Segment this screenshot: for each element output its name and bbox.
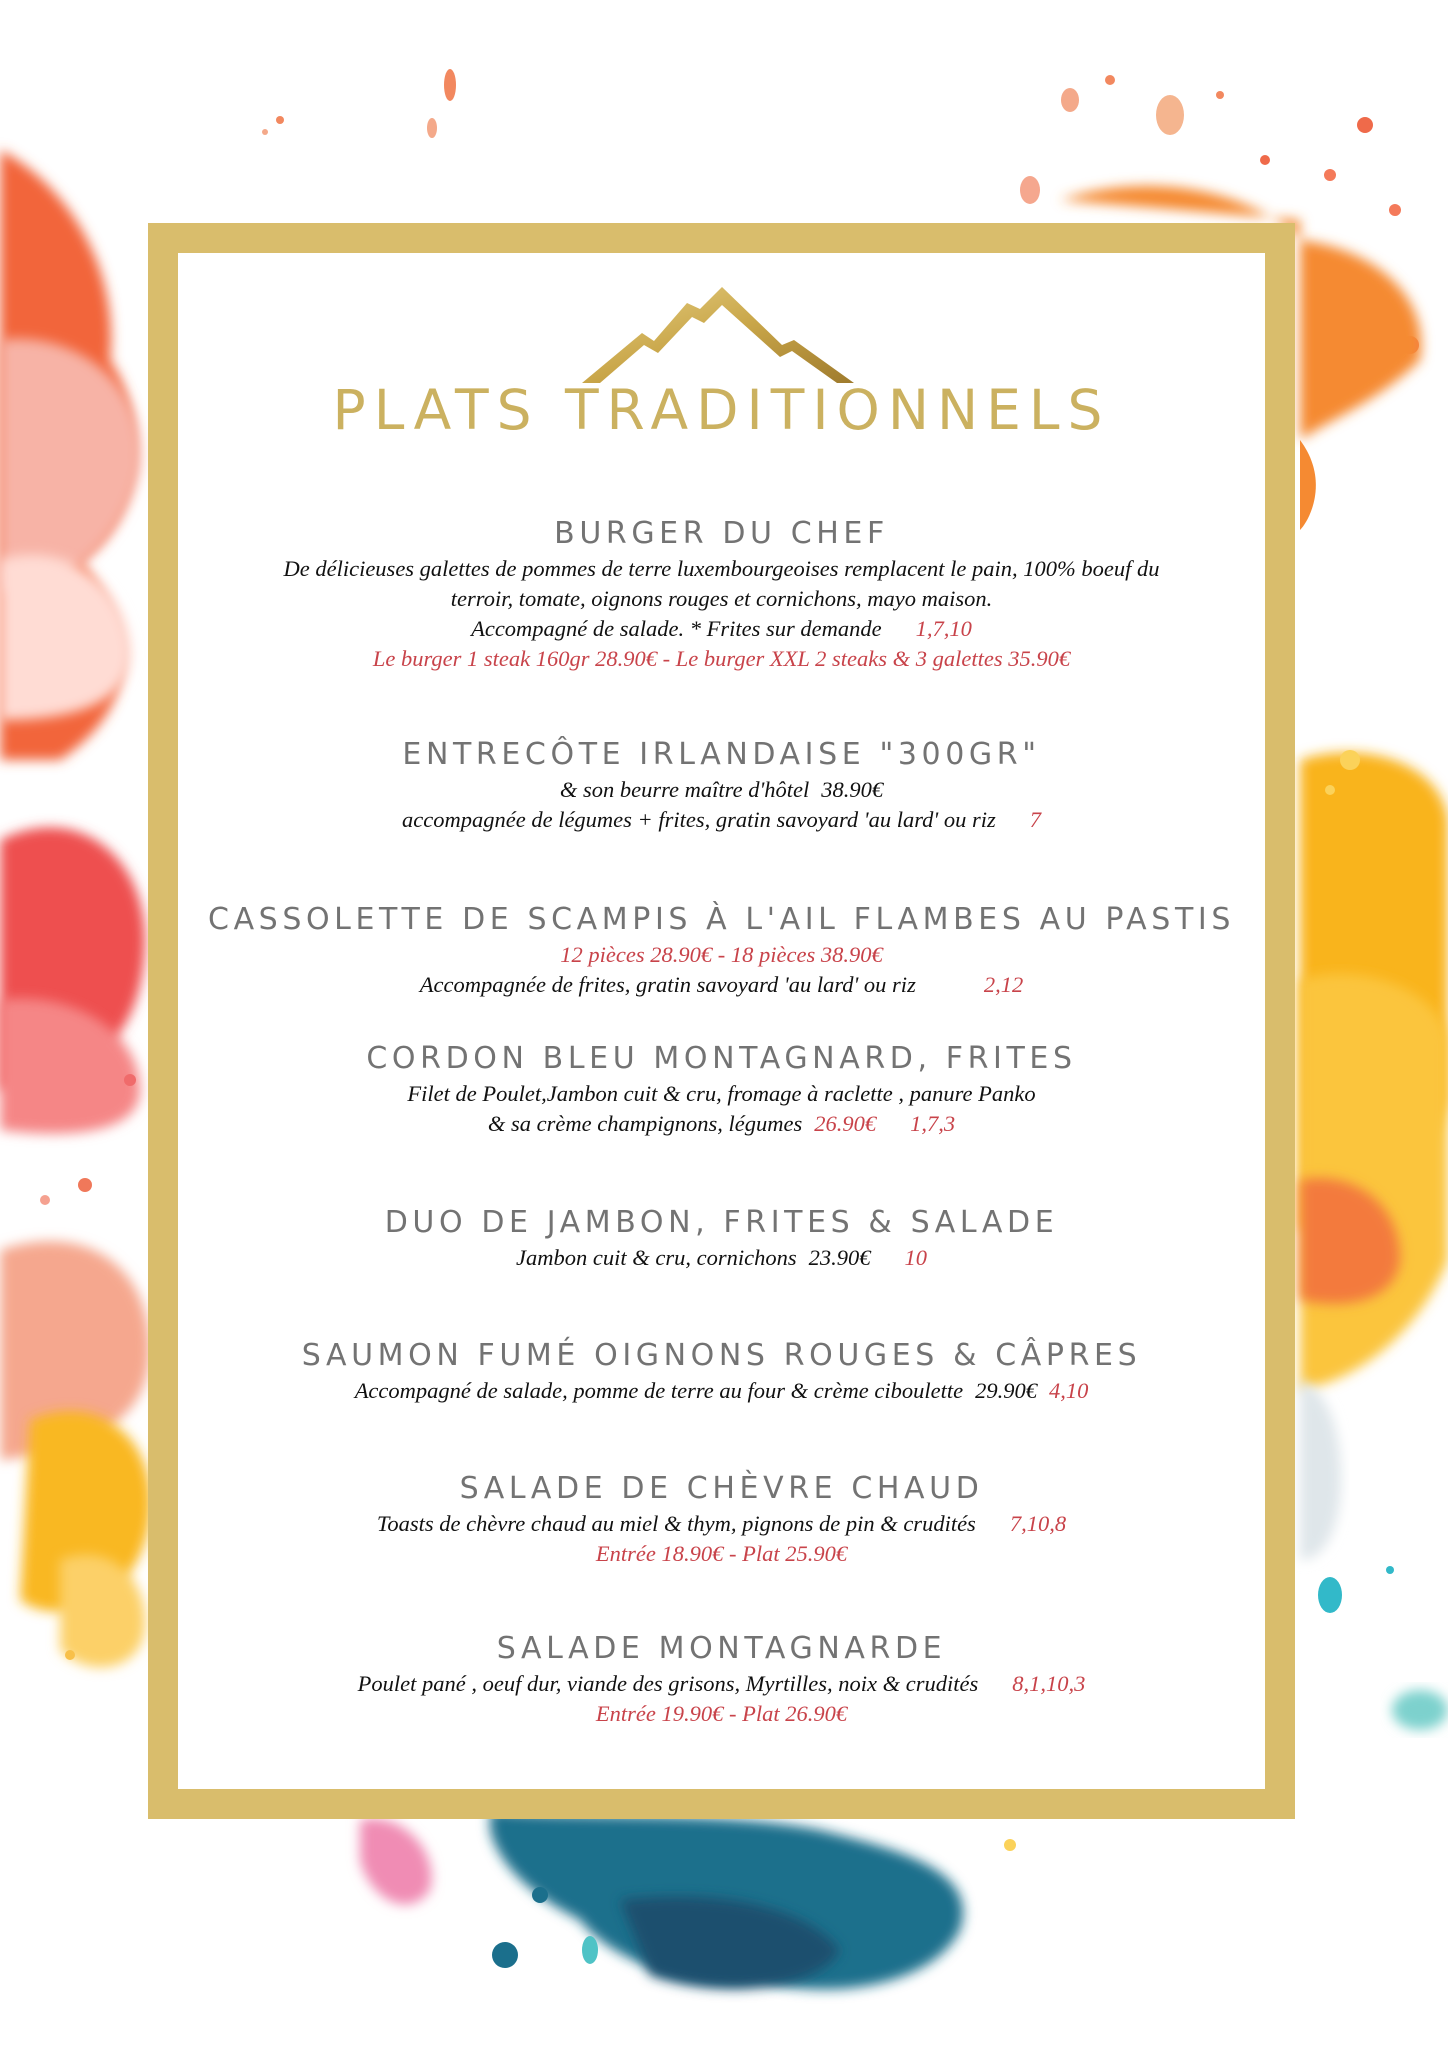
dish-price: 23.90€ [808,1245,871,1270]
allergen-codes: 7 [1029,807,1041,832]
allergen-codes: 7,10,8 [1009,1511,1067,1536]
dish-description: Jambon cuit & cru, cornichons [516,1245,797,1270]
dish-burger-du-chef [148,514,1295,674]
dish-salade-montagnarde [148,1629,1295,1729]
allergen-codes: 8,1,10,3 [1012,1671,1086,1696]
dish-description-line [148,1376,1295,1406]
allergen-codes: 1,7,3 [910,1111,956,1136]
dish-description-line [148,775,1295,805]
dish-cassolette-scampis [148,900,1295,1000]
dish-description: Toasts de chèvre chaud au miel & thym, pignons de pin & crudités [376,1511,976,1536]
dish-name: BURGER DU CHEF [554,516,889,551]
dish-description: Accompagné de salade. * Frites sur demande [471,616,882,641]
dish-description: Accompagné de salade, pomme de terre au four & crème ciboulette [354,1378,964,1403]
dish-description-line [148,1669,1295,1699]
allergen-codes: 1,7,10 [915,616,972,641]
dish-prices: Entrée 19.90€ - Plat 26.90€ [595,1701,848,1726]
allergen-codes: 4,10 [1048,1378,1089,1403]
dish-price: 38.90€ [821,777,884,802]
dish-name: ENTRECÔTE IRLANDAISE "300GR" [402,737,1041,772]
dish-prices: Le burger 1 steak 160gr 28.90€ - Le burger XXL 2 steaks & 3 galettes 35.90€ [372,646,1071,671]
dish-cordon-bleu [148,1039,1295,1139]
dish-description: & son beurre maître d'hôtel [559,777,810,802]
allergen-codes: 2,12 [983,972,1024,997]
dish-description-line [148,1109,1295,1139]
mountain-logo-icon [582,285,857,385]
dish-salade-chevre [148,1469,1295,1569]
dish-price: 29.90€ [975,1378,1037,1403]
dish-name: CASSOLETTE DE SCAMPIS À L'AIL FLAMBES AU PASTIS [208,902,1235,937]
dish-description: Accompagnée de frites, gratin savoyard 'au lard' ou riz [419,972,916,997]
dish-description: Filet de Poulet,Jambon cuit & cru, fromage à raclette , panure Panko [407,1081,1036,1106]
dish-duo-jambon [148,1203,1295,1273]
dish-description-line [148,1243,1295,1273]
dish-name: CORDON BLEU MONTAGNARD, FRITES [366,1041,1077,1076]
dish-prices: 12 pièces 28.90€ - 18 pièces 38.90€ [560,942,883,967]
dish-prices: Entrée 18.90€ - Plat 25.90€ [595,1541,848,1566]
dish-description-line [148,614,1295,644]
dish-name: DUO DE JAMBON, FRITES & SALADE [384,1205,1059,1240]
dish-description: Poulet pané , oeuf dur, viande des grisons, Myrtilles, noix & crudités [357,1671,979,1696]
dish-description-line [148,970,1295,1000]
dish-description-line [148,1509,1295,1539]
dish-price: 26.90€ [814,1111,877,1136]
dish-description: terroir, tomate, oignons rouges et cornichons, mayo maison. [450,586,993,611]
dish-description: accompagnée de légumes + frites, gratin savoyard 'au lard' ou riz [402,807,996,832]
dish-description: De délicieuses galettes de pommes de terre luxembourgeoises remplacent le pain, 100% boeuf du [283,556,1160,581]
dish-name: SALADE MONTAGNARDE [496,1631,947,1666]
menu-frame [148,223,1295,1819]
dish-description: & sa crème champignons, légumes [487,1111,803,1136]
allergen-codes: 10 [904,1245,927,1270]
bottom-splash [360,1810,1016,1989]
menu-title: PLATS TRADITIONNELS [332,378,1111,442]
dish-entrecote [148,735,1295,835]
dish-description-line [148,805,1295,835]
left-splash [0,150,151,1667]
dish-name: SAUMON FUMÉ OIGNONS ROUGES & CÂPRES [301,1338,1142,1373]
dish-name: SALADE DE CHÈVRE CHAUD [459,1471,984,1506]
dish-saumon-fume [148,1336,1295,1406]
